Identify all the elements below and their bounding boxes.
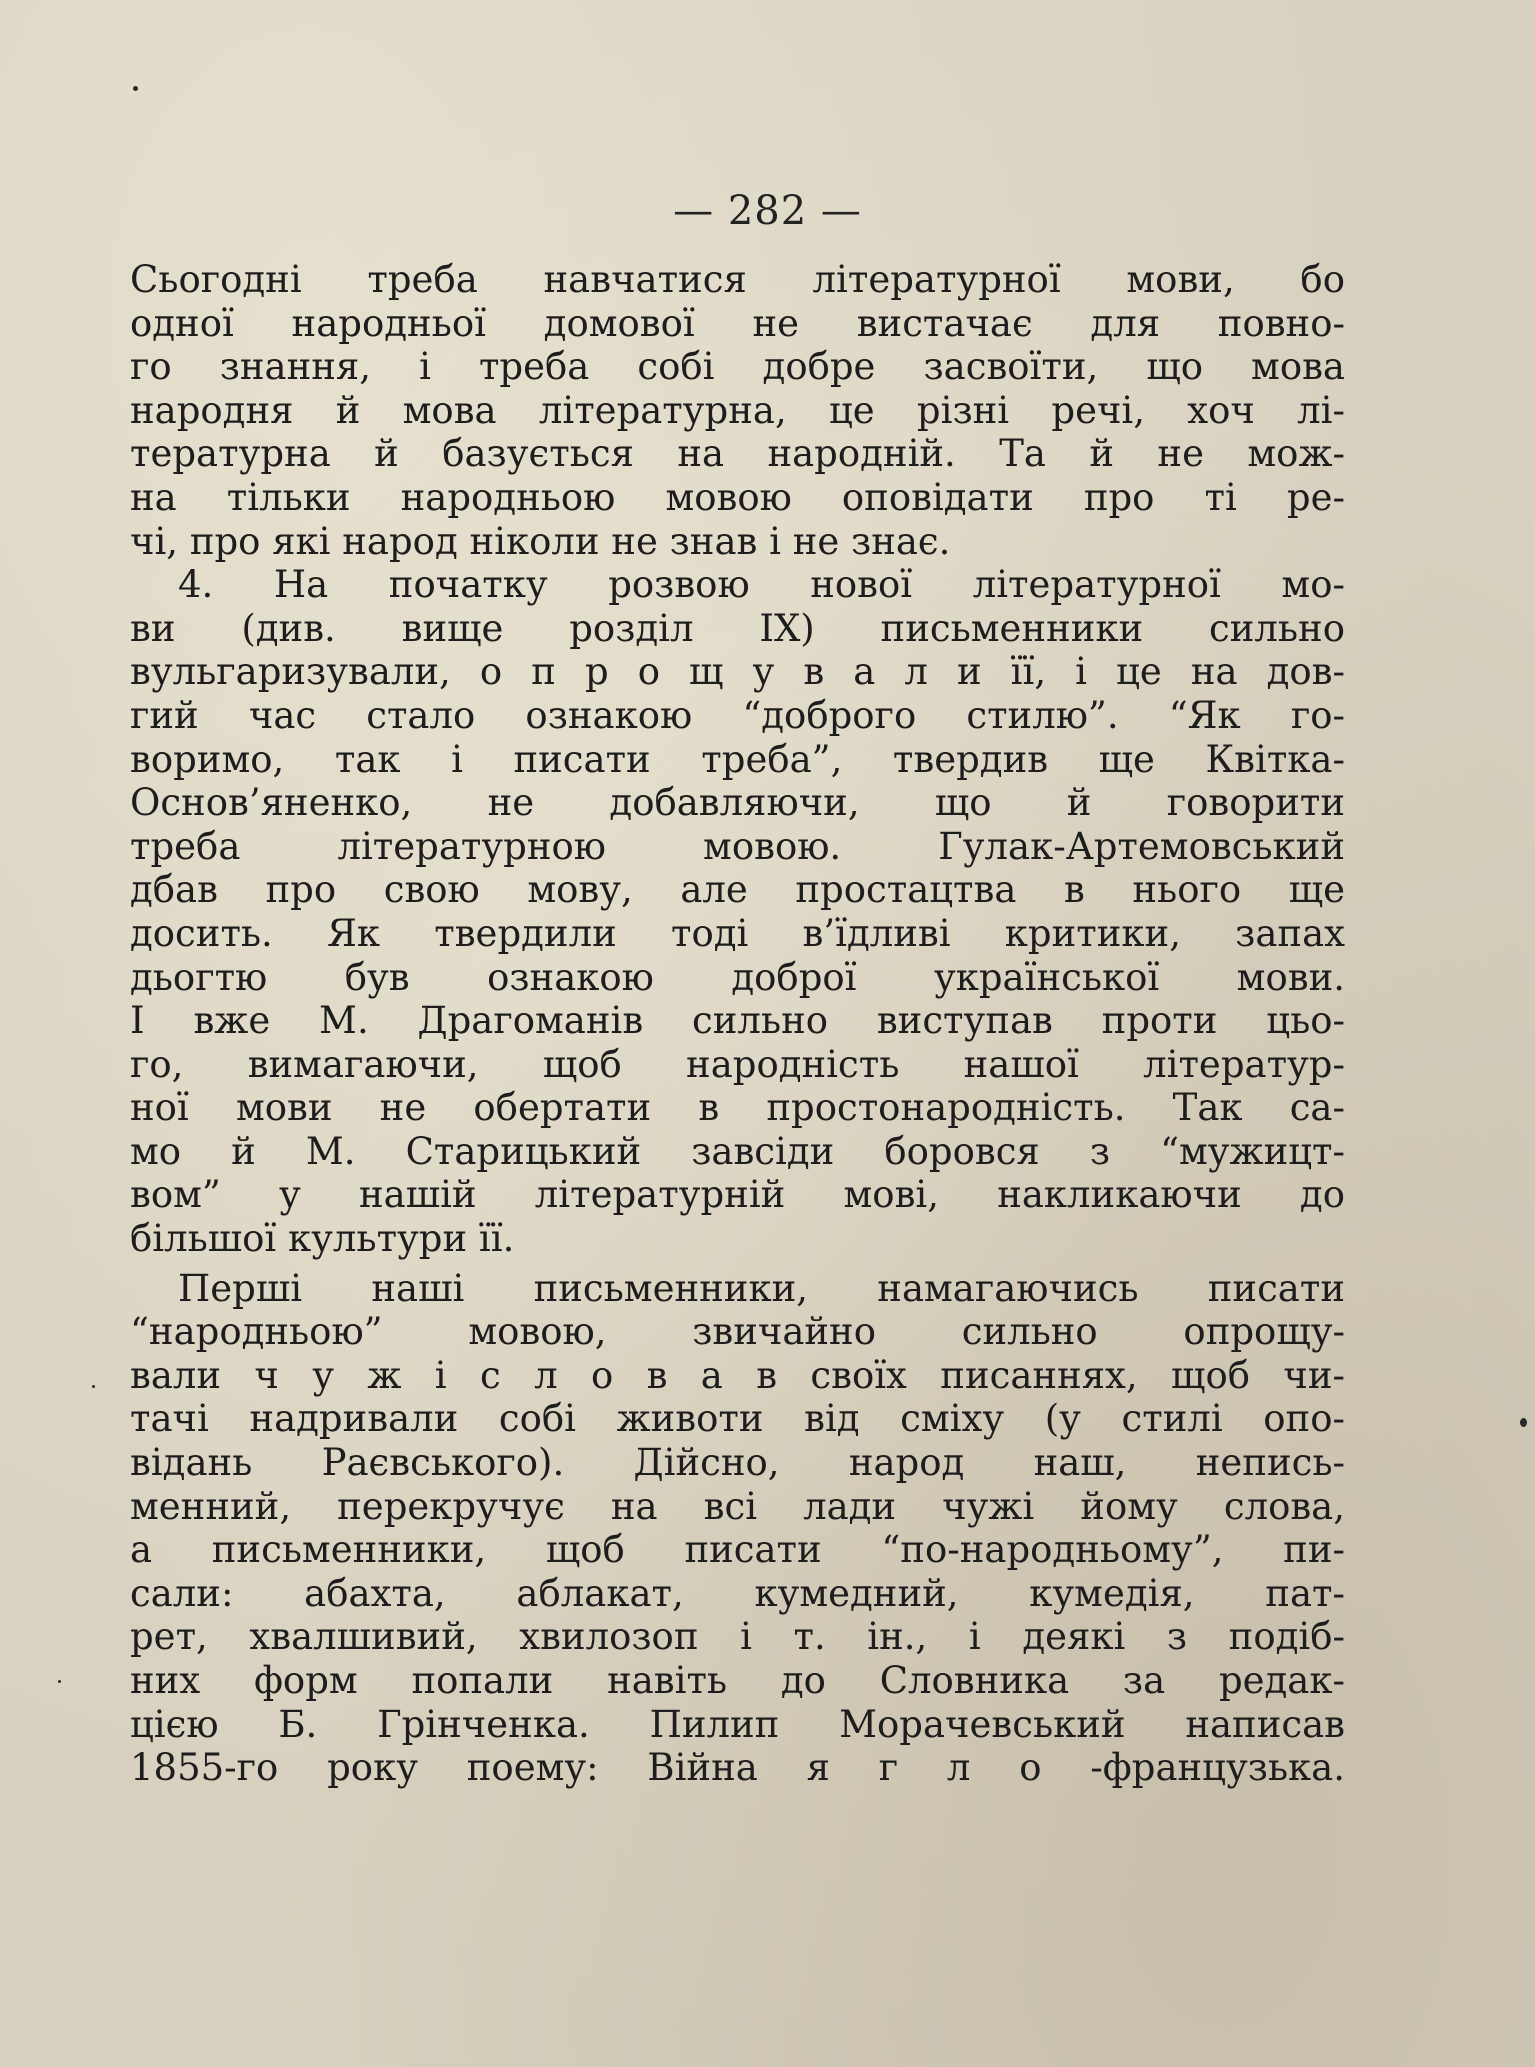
text-line: дьогтю був ознакою доброї української мови. — [130, 955, 1345, 999]
text-line: гий час стало ознакою “доброго стилю”. “Як го- — [130, 693, 1345, 737]
paragraph-3 — [130, 1267, 1345, 1790]
text-line: треба літературною мовою. Гулак-Артемовський — [130, 824, 1345, 868]
text-line: відань Раєвського). Дійсно, народ наш, непись- — [130, 1441, 1345, 1485]
text-line: рет, хвалшивий, хвилозоп і т. ін., і деякі з подіб- — [130, 1615, 1345, 1659]
text-line: сали: абахта, аблакат, кумедний, кумедія, пат- — [130, 1571, 1345, 1615]
paper-speck — [58, 1680, 61, 1683]
text-line: чі, про які народ ніколи не знав і не знає. — [130, 519, 951, 563]
text-line: вали ч у ж і с л о в а в своїх писаннях, щоб чи- — [130, 1353, 1345, 1397]
text-column — [130, 258, 1345, 1790]
paper-speck — [1520, 1418, 1527, 1427]
text-line: 4. На початку розвою нової літературної мо- — [178, 563, 1345, 607]
text-line: Основ’яненко, не добавляючи, що й говорити — [130, 781, 1345, 825]
text-line: го, вимагаючи, щоб народність нашої літератур- — [130, 1042, 1345, 1086]
text-line: а письменники, щоб писати “по-народньому”, пи- — [130, 1528, 1345, 1572]
text-line: більшої культури її. — [130, 1217, 515, 1261]
text-line: одної народньої домової не вистачає для повно- — [130, 301, 1345, 345]
paragraph-1 — [130, 258, 1345, 563]
text-line: “народньою” мовою, звичайно сильно опрощу- — [130, 1310, 1345, 1354]
text-line: тературна й базується на народній. Та й не мож- — [130, 432, 1345, 476]
text-line: воримо, так і писати треба”, твердив ще Квітка- — [130, 737, 1345, 781]
page-number: — 282 — — [673, 188, 862, 234]
text-line: вом” у нашій літературній мові, накликаючи до — [130, 1173, 1345, 1217]
text-line: вульгаризували, о п р о щ у в а л и її, і це на дов- — [130, 650, 1345, 694]
paper-speck — [133, 86, 138, 91]
text-line: менний, перекручує на всі лади чужі йому слова, — [130, 1484, 1345, 1528]
text-line: мо й М. Старицький завсіди боровся з “мужицт- — [130, 1129, 1345, 1173]
text-line: досить. Як твердили тоді в’їдливі критики, запах — [130, 911, 1345, 955]
paper-speck — [92, 1385, 95, 1388]
text-line: тачі надривали собі животи від сміху (у стилі опо- — [130, 1397, 1345, 1441]
paragraph-2 — [130, 563, 1345, 1261]
text-line: 1855-го року поему: Війна я г л о -французька. — [130, 1746, 1345, 1790]
text-line: го знання, і треба собі добре засвоїти, що мова — [130, 345, 1345, 389]
text-line: на тільки народньою мовою оповідати про ті ре- — [130, 475, 1345, 519]
text-line: Сьогодні треба навчатися літературної мови, бо — [130, 258, 1345, 301]
text-line: ної мови не обертати в простонародність. Так са- — [130, 1086, 1345, 1130]
text-line: народня й мова літературна, це різні речі, хоч лі- — [130, 388, 1345, 432]
text-line: цією Б. Грінченка. Пилип Морачевський написав — [130, 1702, 1345, 1746]
text-line: І вже М. Драгоманів сильно виступав проти цьо- — [130, 999, 1345, 1043]
text-line: дбав про свою мову, але простацтва в нього ще — [130, 868, 1345, 912]
text-line: ви (див. вище розділ IX) письменники сильно — [130, 606, 1345, 650]
text-line: них форм попали навіть до Словника за редак- — [130, 1659, 1345, 1702]
text-line: Перші наші письменники, намагаючись писати — [178, 1266, 1345, 1310]
